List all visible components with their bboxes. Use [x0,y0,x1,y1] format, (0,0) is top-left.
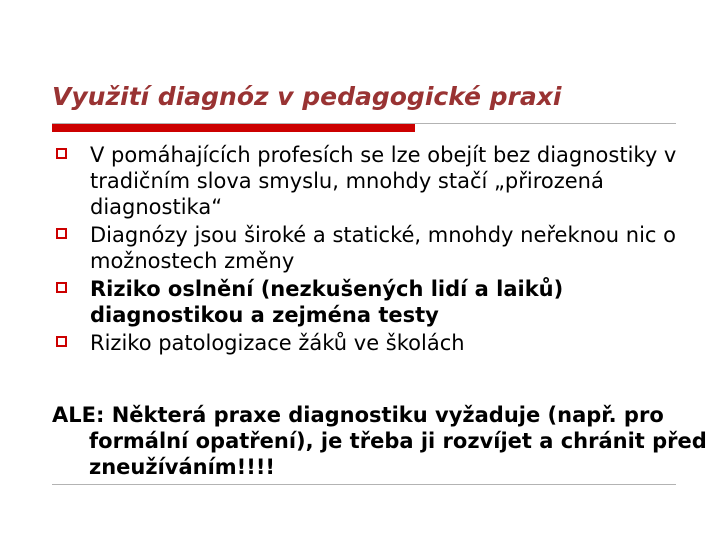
bottom-rule [52,484,676,485]
bullet-text: Riziko patologizace žáků ve školách [90,331,465,355]
hollow-square-bullet-icon [56,282,67,293]
hollow-square-bullet-icon [56,148,67,159]
bullet-list [52,142,692,358]
bullet-item [52,330,692,356]
slide-title: Využití diagnóz v pedagogické praxi [52,82,562,111]
bullet-text: Riziko oslnění (nezkušených lidí a laiků) diagnostikou a zejména testy [90,277,564,327]
bullet-item [52,222,692,274]
bullet-item [52,142,692,220]
bullet-text: Diagnózy jsou široké a statické, mnohdy neřeknou nic o možnostech změny [90,223,676,273]
bullet-text: V pomáhajících profesích se lze obejít bez diagnostiky v tradičním slova smyslu, mnohdy stačí „přirozená diagnostika“ [90,143,677,219]
title-accent-bar [52,124,415,132]
bullet-item [52,276,692,328]
closing-note: ALE: Některá praxe diagnostiku vyžaduje (např. pro formální opatření), je třeba ji rozvíjet a chránit před zneužíváním!!!! [52,403,707,479]
hollow-square-bullet-icon [56,228,67,239]
hollow-square-bullet-icon [56,336,67,347]
